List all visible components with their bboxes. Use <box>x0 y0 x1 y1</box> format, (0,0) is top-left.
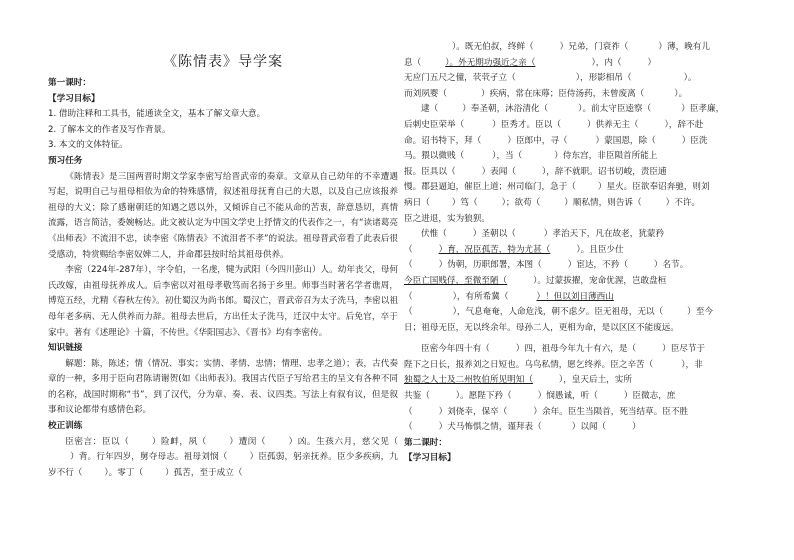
text-line: 共鉴（ ）。愿陛下矜（ ）悯愚诚，听（ ）臣微志，庶 <box>404 391 676 402</box>
text-line: 命。诏书特下，拜（ ）臣郎中，寻（ ）蒙国恩，除（ ）臣洗 <box>404 135 708 146</box>
text-line: （ ）伪朝，历职郎署，本图（ ）宦达，不矜（ ）名节。 <box>404 260 689 271</box>
text-line: 独蜀之人士及二州牧伯所见明知（ ），皇天后土，实所 <box>404 375 632 386</box>
knowledge-heading: 知识链接 <box>48 343 83 354</box>
text-line: 息（ ）。外无期功强近之亲（ ），内（ ） <box>404 57 657 68</box>
text-line: （ ）犬马怖惧之情，谨拜表（ ）以闻（ ） <box>404 422 641 433</box>
preview-paragraph: 《陈情表》是三国两晋时期文学家李密写给晋武帝的奏章。文章从自己幼年的不幸遭遇写起，说明自己与祖母相依为命的特殊感情，叙述祖母抚育自己的大恩，以及自己应该报养祖母的大义；除了感谢朝廷的知遇之恩以外，又倾诉自己不能从命的苦衷，辞意恳切，真情流露，语言简洁，委婉畅达。此文被认定为中国文学史上抒情文的代表作之一，有“读诸葛亮《出师表》不流泪不忠，读李密《陈情表》不流泪者不孝”的说法。祖母晋武帝看了此表后很受感动，特赏赐给李密奴婢二人，并命郡县按时给其祖母供养。 <box>48 171 398 260</box>
text-line: 马。猥以微贱（ ），当（ ）侍东宫，非臣陨首所能上 <box>404 151 658 162</box>
text-line: （ ），有所希冀（ ）！但以刘日薄西山 <box>404 291 614 302</box>
goal-item: 3. 本文的文体特征。 <box>48 140 128 151</box>
text-line: 病日（ ）笃（ ）；欲苟（ ）顺私情，则告诉（ ）不许。 <box>404 197 701 208</box>
text-line: 臣之进退，实为狼狈。 <box>404 213 490 224</box>
text-line: 日；祖母无臣，无以终余年。母孙二人，更相为命，是以区区不能废远。 <box>404 322 680 333</box>
author-paragraph: 李密（224年-287年），字令伯，一名虔，犍为武阳（今四川彭山）人。幼年丧父，母何氏改嫁，由祖母抚养成人。后李密以对祖母孝敬笃而名扬于乡里。师事当时著名学者谯周，博览五经，尤精《春秋左传》。初仕蜀汉为尚书郎。蜀汉亡，晋武帝召为太子洗马，李密以祖母年老多病、无人供养而力辞。祖母去世后，方出任太子洗马，迁汉中太守。后免官，卒于家中。著有《述理论》十篇，不传世。《华阳国志》、《晋书》均有李密传。 <box>48 265 398 338</box>
text-line: 而刘夙婴（ ）疾病，常在床蓐；臣侍汤药，未曾废离（ ）。 <box>404 88 688 99</box>
goal-item: 1. 借助注释和工具书，能通读全文，基本了解文章大意。 <box>48 109 266 120</box>
proofread-heading: 校正训练 <box>48 421 83 432</box>
text-passage-start: 臣密言：臣以（ ）险衅，夙（ ）遭闵（ ）凶。生孩六月，慈父见（）背。行年四岁，舅夺母志。祖母刘悯（ ）臣孤弱，躬亲抚养。臣少多疾病，九岁不行（ ）。零丁（ ）孤苦，至于成立（ <box>48 436 398 478</box>
text-line: 报。臣具以（ ）表闻（ ），辞不就职。诏书切峻，责臣逋 <box>404 166 667 177</box>
preview-heading: 预习任务 <box>48 155 83 166</box>
goals-heading: 【学习目标】 <box>48 93 100 104</box>
goal-item: 2. 了解本文的作者及写作背景。 <box>48 124 171 135</box>
text-line: ）。既无伯叔，终鲜（ ）兄弟，门衰祚（ ）薄，晚有儿 <box>452 42 710 52</box>
text-line: 今臣亡国贱俘，至微至陋（ ）。过蒙拔擢，宠命优渥，岂敢盘桓 <box>404 275 667 286</box>
lesson2-goals-heading: 【学习目标】 <box>404 453 456 464</box>
lesson2-heading: 第二课时： <box>404 437 447 448</box>
text-line: （ ），气息奄奄，人命危浅，朝不虑夕。臣无祖母，无以（ ）至今 <box>404 307 713 318</box>
page-title: 《陈情表》导学案 <box>163 54 283 70</box>
text-line: 无应门五尺之僮，茕茕孑立（ ），形影相吊（ ）。 <box>404 73 697 84</box>
text-line: 逮（ ）奉圣朝，沐浴清化（ ）。前太守臣逵察（ ）臣孝廉， <box>421 104 725 115</box>
text-line: 臣密今年四十有（ ）四，祖母今年九十有六，是（ ）臣尽节于 <box>421 344 706 355</box>
right-column <box>404 40 754 467</box>
text-line: （ ）育，况臣孤苦，特为尤甚（ ）。且臣少仕 <box>404 244 624 255</box>
text-line: 伏惟（ ）圣朝以（ ）孝治天下，凡在故老，犹蒙矜 <box>421 229 665 240</box>
text-line: 后刺史臣荣举（ ）臣秀才。臣以（ ）供养无主（ ），辞不赴 <box>404 119 704 130</box>
lesson1-heading: 第一课时： <box>48 78 91 88</box>
knowledge-paragraph: 解题：陈，陈述；情（情况、事实；实情、孝情、忠情；情理、忠孝之道）；表，古代奏章的一种，多用于臣向君陈请谢贺(如《出师表》)。我国古代臣子写给君主的呈文有各种不同的名称，战国时期称“书”，到了汉代，分为章、奏、表、议四类。写法上有叙有议，但是叙事和议论都带有感情色彩。 <box>48 358 398 416</box>
text-line: 慢。郡县逼迫，催臣上道；州司临门，急于（ ）星火。臣欲奉诏奔驰，则刘 <box>404 182 710 193</box>
text-line: 陛下之日长，报养刘之日短也。乌鸟私情，愿乞终养。臣之辛苦（ ），非 <box>404 359 703 370</box>
text-line: （ ）刘侥幸，保卒（ ）余年。臣生当陨首，死当结草。臣不胜 <box>404 406 689 417</box>
left-column <box>48 0 398 481</box>
